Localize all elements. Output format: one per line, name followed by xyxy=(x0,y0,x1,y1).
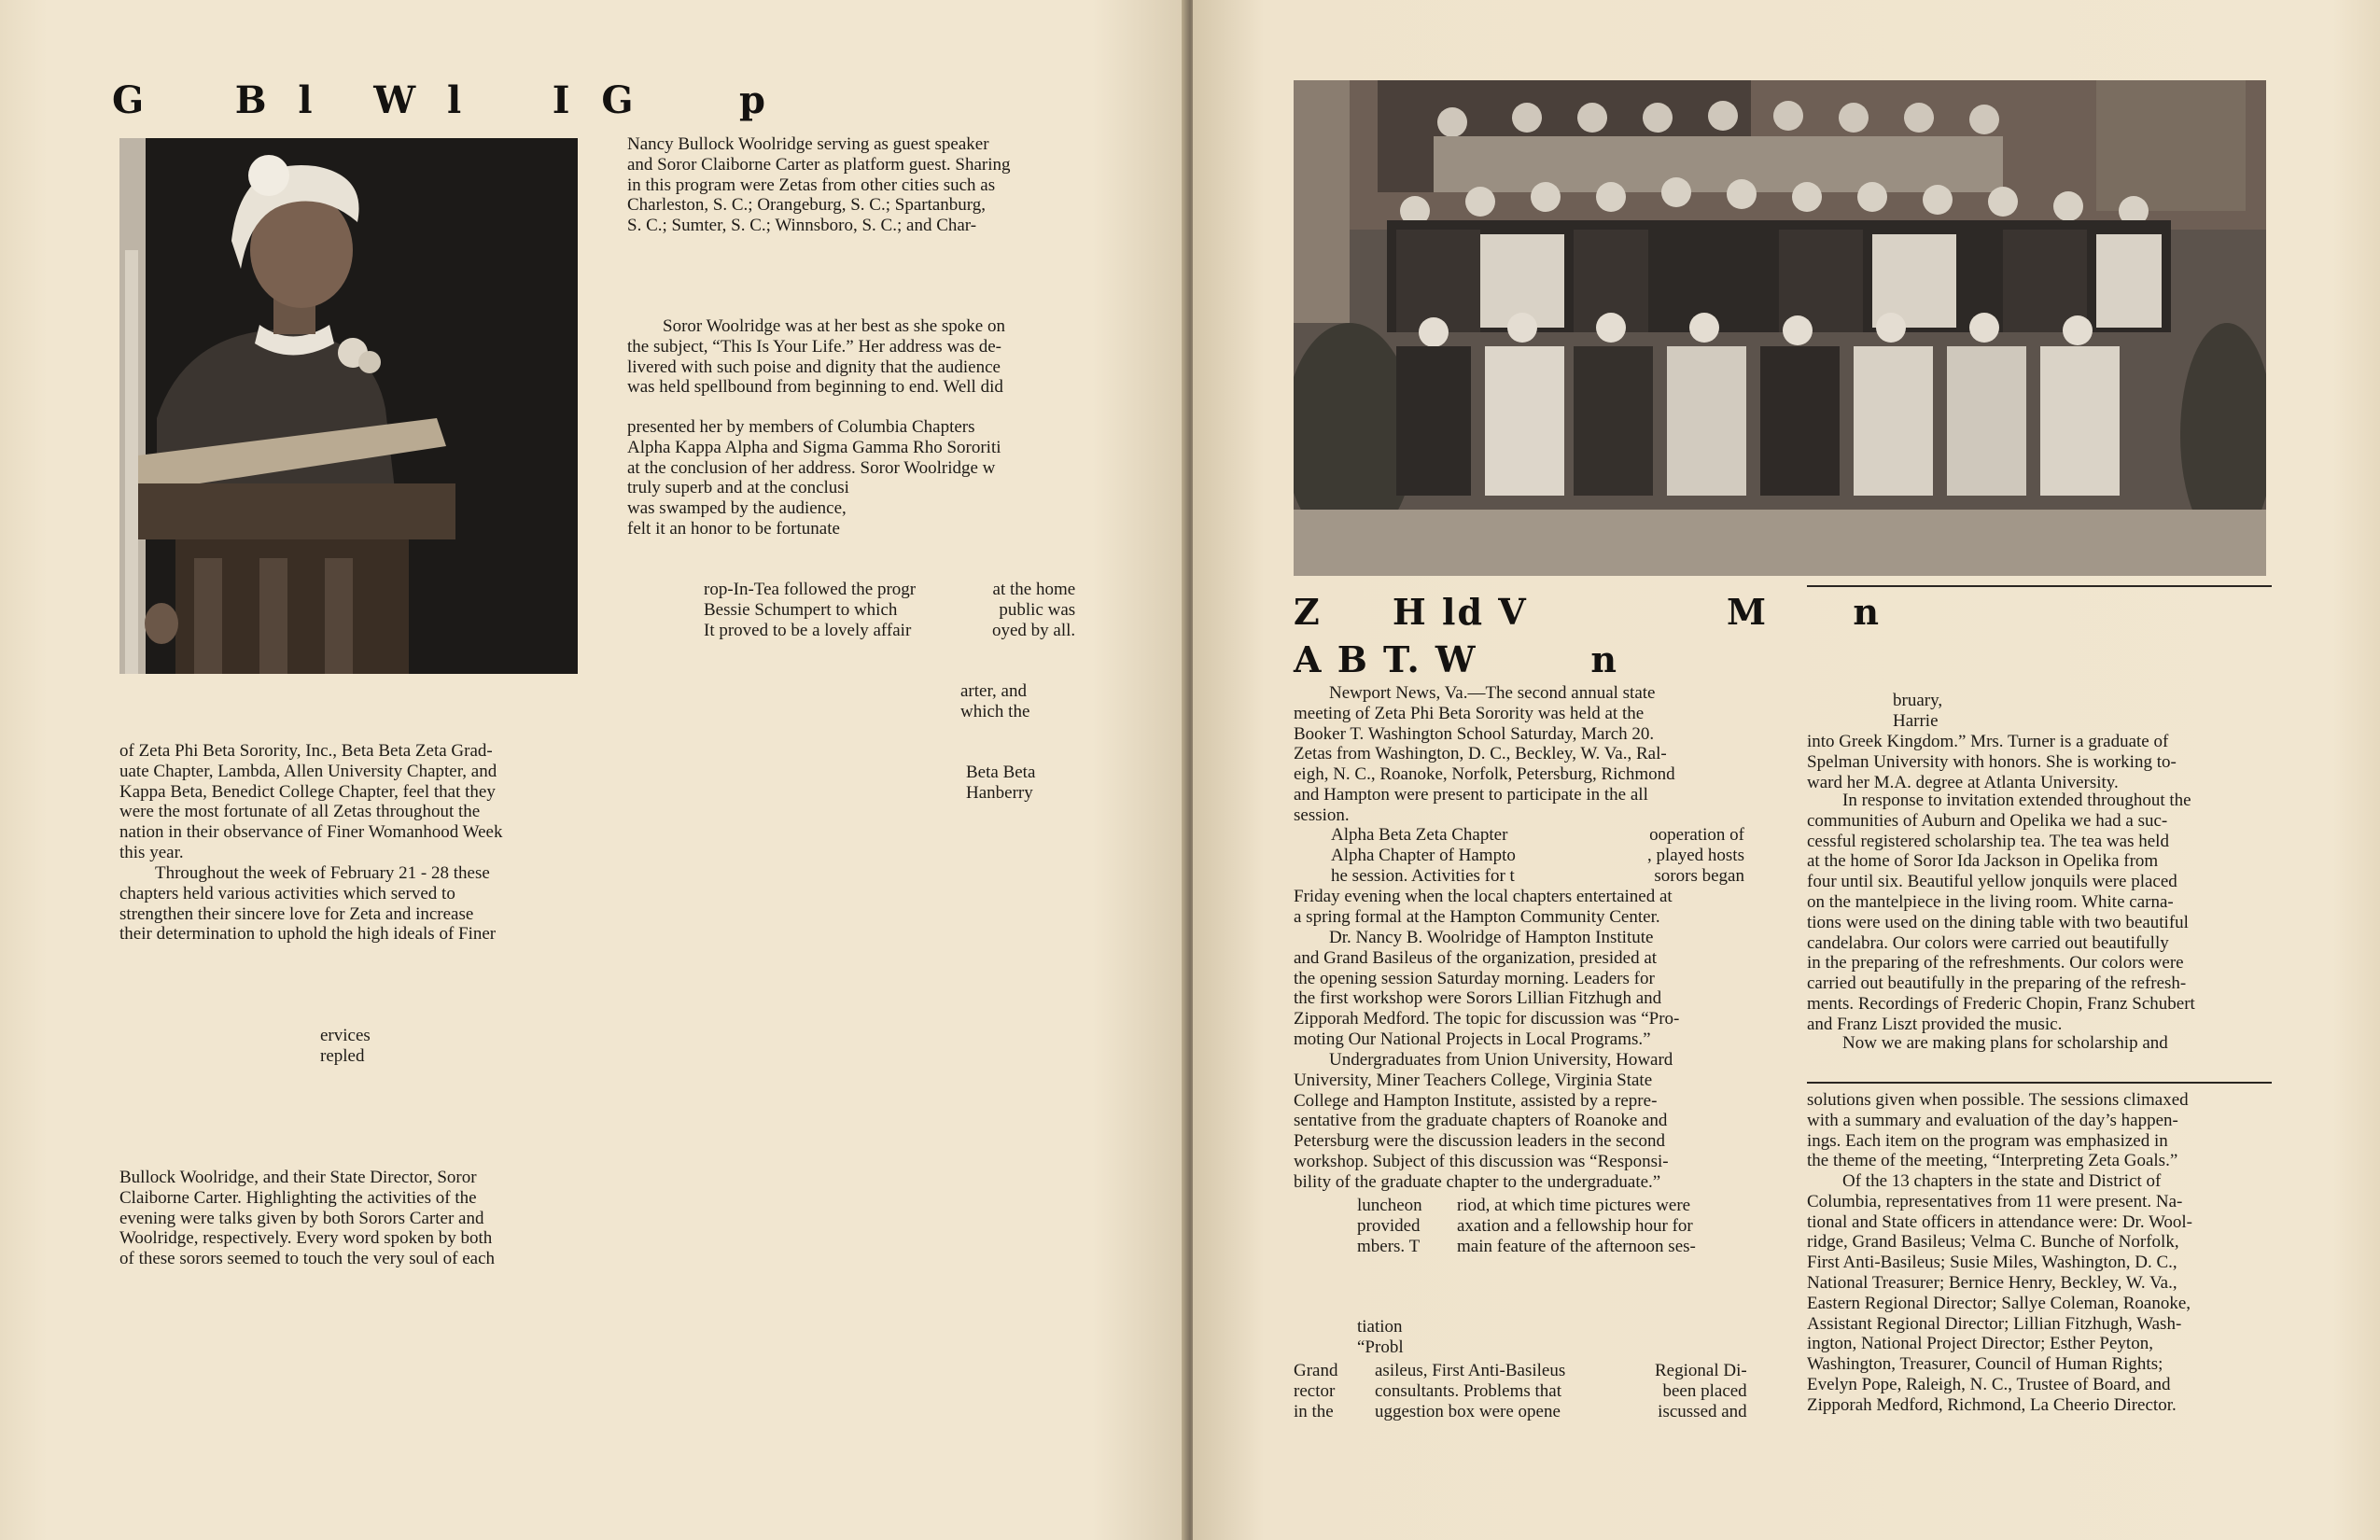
right-col1-fragment-1b: ooperation of , played hosts sorors began xyxy=(1647,825,1744,886)
right-col1-para4: Undergraduates from Union University, Howard University, Miner Teachers College, Virginia State College and Hampton Institute, assisted by a repre- sentative from the graduate chapters of Roanoke and Petersburg were the discussion leaders in the second workshop. Subject of this discussion was “Responsi- bility of the graduate chapter to the undergraduate.” xyxy=(1294,1050,1673,1192)
left-col2-para2: Soror Woolridge was at her best as she spoke on the subject, “This Is Your Life.” Her address was de- livered with such poise and dignity that the audience was held spellbound from beginning to end. Well did xyxy=(627,316,1005,398)
right-page xyxy=(1193,0,2380,1540)
column-rule-middle xyxy=(1807,1082,2272,1084)
left-col2-para3: presented her by members of Columbia Chapters Alpha Kappa Alpha and Sigma Gamma Rho Sororiti at the conclusion of her address. Soror Woolridge w truly superb and at the conclusi was swamped by the audience, felt it an honor to be fortunate xyxy=(627,417,1001,539)
speaker-photo-illustration xyxy=(119,138,578,674)
right-col1-para3: Dr. Nancy B. Woolridge of Hampton Institute and Grand Basileus of the organization, presided at the opening session Saturday morning. Leaders for the first workshop were Sorors Lillian Fitzhugh and Zipporah Medford. The topic for discussion was “Pro- moting Our National Projects in Local Programs.” xyxy=(1294,928,1680,1049)
left-col2-fragment-d: Beta Beta Hanberry xyxy=(966,763,1036,803)
right-col1-para2: Friday evening when the local chapters entertained at a spring formal at the Hampton Community Center. xyxy=(1294,887,1673,927)
speaker-photo xyxy=(119,138,578,674)
left-col1-bottom: Bullock Woolridge, and their State Director, Soror Claiborne Carter. Highlighting the activities of the evening were talks given by both Sorors Carter and Woolridge, respectively. Every word spoken by both of these sorors seemed to touch the very soul of each xyxy=(119,1168,496,1269)
left-col1-fragment: ervices repled xyxy=(320,1026,371,1066)
left-headline: G B l W l I G p xyxy=(112,78,767,122)
right-col1-para1: Newport News, Va.—The second annual state meeting of Zeta Phi Beta Sorority was held at the Booker T. Washington School Saturday, March 20. Zetas from Washington, D. C., Beckley, W. Va., Ral- eigh, N. C., Roanoke, Norfolk, Petersburg, Richmond and Hampton were present to participate in the all session. xyxy=(1294,683,1675,825)
right-col1-fragment-4c: Regional Di- been placed iscussed and xyxy=(1655,1361,1747,1421)
right-col2-para4: solutions given when possible. The sessions climaxed with a summary and evaluation of the day’s happen- ings. Each item on the program was emphasized in the theme of the meeting, “Interpreting Zeta Goals.” xyxy=(1807,1090,2189,1171)
group-photo-illustration xyxy=(1294,80,2266,576)
left-col1-paragraph: Throughout the week of February 21 - 28 these chapters held various activities which served to strengthen their sincere love for Zeta and increase their determination to uphold the high ideals of Finer xyxy=(119,863,497,945)
right-col1-fragment-2b: riod, at which time pictures were axation and a fellowship hour for main feature of the afternoon ses- xyxy=(1457,1196,1696,1256)
left-col1-intro: of Zeta Phi Beta Sorority, Inc., Beta Beta Zeta Grad- uate Chapter, Lambda, Allen University Chapter, and Kappa Beta, Benedict College Chapter, feel that they were the most fortunate of all Zetas throughout the nation in their observance of Finer Womanhood Week this year. xyxy=(119,741,503,862)
right-col2-para2: In response to invitation extended throughout the communities of Auburn and Opelika we had a suc- cessful registered scholarship tea. The tea was held at the home of Soror Ida Jackson in Opelika from four until six. Beautiful yellow jonquils were placed on the mantelpiece in the living room. White carna- tions were used on the dining table with two beautiful candelabra. Our colors were carried out beautifully in the preparing of the refreshments. Our colors were carried out beautifully in the preparing of the refresh- ments. Recordings of Frederic Chopin, Franz Schubert and Franz Liszt provided the music. xyxy=(1807,791,2195,1034)
left-col2-fragment-a: rop-In-Tea followed the progr Bessie Schumpert to which It proved to be a lovely affair xyxy=(704,580,917,640)
right-col1-fragment-4b: asileus, First Anti-Basileus consultants. Problems that uggestion box were opene xyxy=(1375,1361,1566,1421)
column-rule-top xyxy=(1807,585,2272,587)
right-col2-para1: into Greek Kingdom.” Mrs. Turner is a graduate of Spelman University with honors. She is working to- ward her M.A. degree at Atlanta University. xyxy=(1807,732,2177,792)
right-col2-para5: Of the 13 chapters in the state and District of Columbia, representatives from 11 were present. Na- tional and State officers in attendance were: Dr. Wool- ridge, Grand Basileus; Velma C. Bunche of Norfolk, First Anti-Basileus; Susie Miles, Washington, D. C., National Treasurer; Bernice Henry, Beckley, W. Va., Eastern Regional Director; Sallye Coleman, Roanoke, Assistant Regional Director; Lillian Fitzhugh, Wash- ington, National Project Director; Esther Peyton, Washington, Treasurer, Council of Human Rights; Evelyn Pope, Raleigh, N. C., Trustee of Board, and Zipporah Medford, Richmond, La Cheerio Director. xyxy=(1807,1171,2192,1415)
right-headline-line2: A B T. W n xyxy=(1294,638,1619,680)
right-headline-line1: Z H ld V M n xyxy=(1294,591,1882,633)
right-col1-fragment-2a: luncheon provided mbers. T xyxy=(1357,1196,1422,1256)
right-col2-para3: Now we are making plans for scholarship and xyxy=(1842,1033,2168,1053)
right-col1-fragment-1a: Alpha Beta Zeta Chapter Alpha Chapter of Hampto he session. Activities for t xyxy=(1331,825,1516,886)
left-col2-para1: Nancy Bullock Woolridge serving as guest speaker and Soror Claiborne Carter as platform guest. Sharing in this program were Zetas from other cities such as Charleston, S. C.; Orangeburg, S. C.; Spartanburg, S. C.; Sumter, S. C.; Winnsboro, S. C.; and Char- xyxy=(627,134,1011,236)
right-col2-fragment-1: bruary, Harrie xyxy=(1893,691,1943,731)
left-col2-fragment-c: arter, and which the xyxy=(960,681,1030,721)
right-col1-fragment-3: tiation “Probl xyxy=(1357,1317,1404,1357)
left-col2-fragment-b: at the home public was oyed by all. xyxy=(992,580,1076,640)
group-photo xyxy=(1294,80,2266,576)
left-page xyxy=(0,0,1187,1540)
right-col1-fragment-4a: Grand rector in the xyxy=(1294,1361,1338,1421)
